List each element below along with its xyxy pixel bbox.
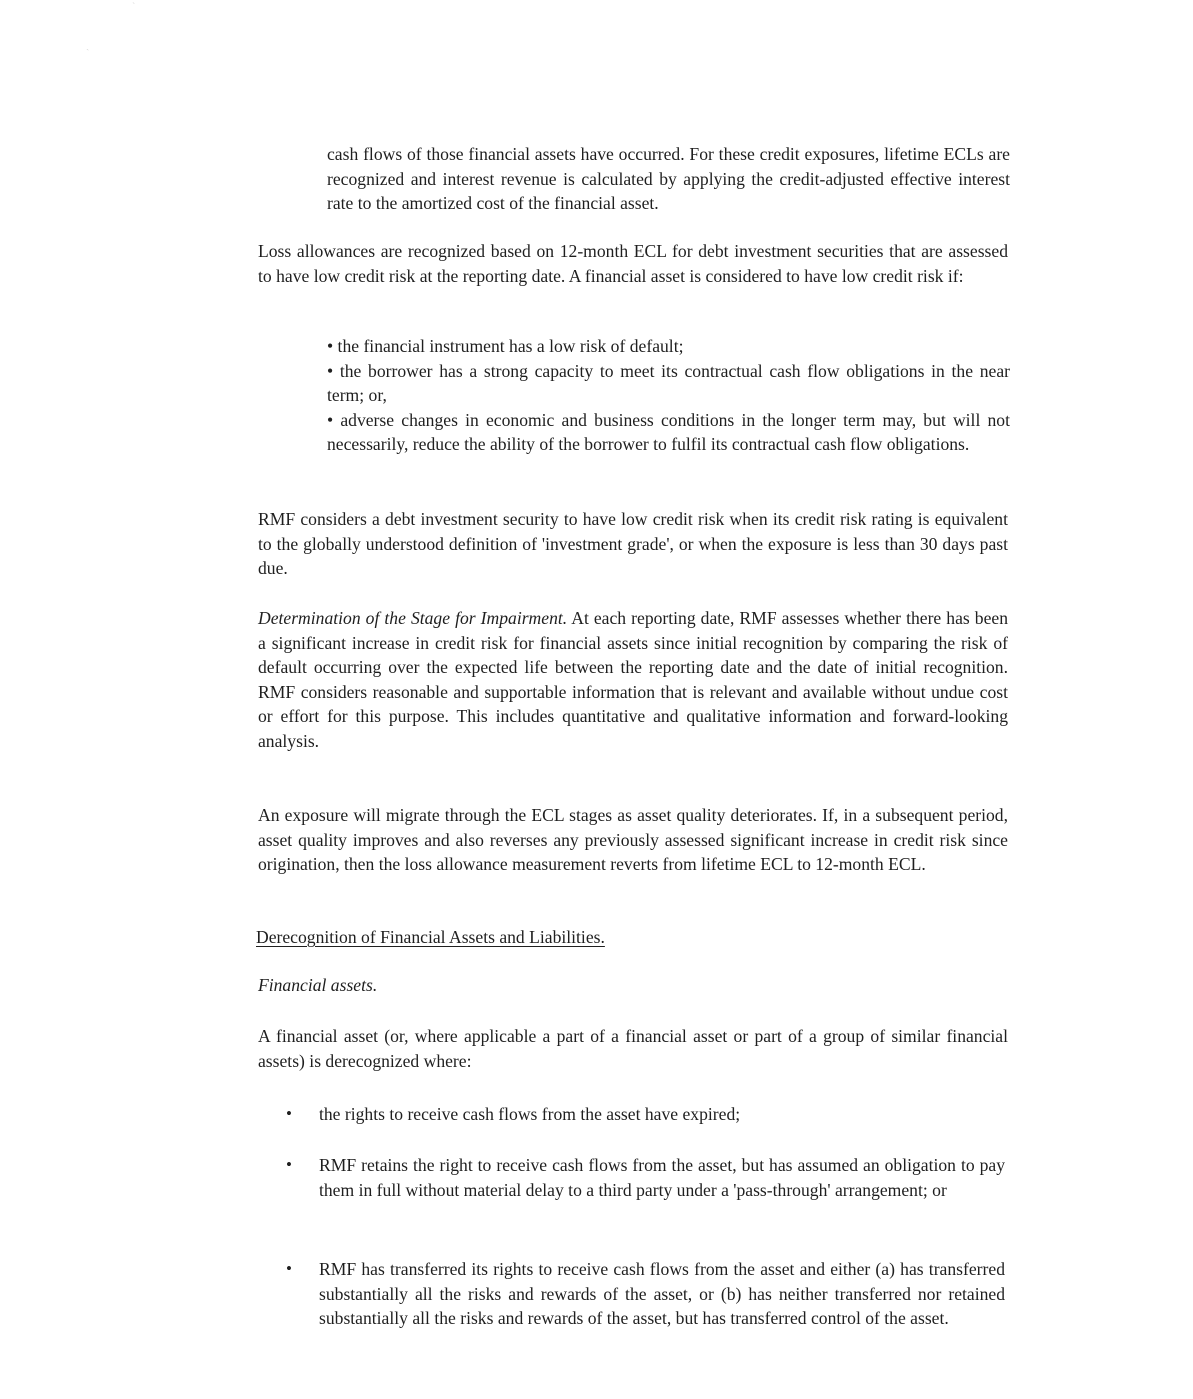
scan-speck: ˋ — [132, 2, 136, 13]
paragraph-rmf-considers: RMF considers a debt investment security to have low credit risk when its credit risk rating is equivalent to the globally understood definition of 'investment grade', or when the exposure is less than 30 days past due. — [258, 509, 1008, 578]
list-item: • the borrower has a strong capacity to meet its contractual cash flow obligations in the near term; or, — [327, 360, 1010, 405]
paragraph-stage-impairment — [258, 606, 1008, 753]
bullet-icon: • — [286, 1155, 292, 1174]
paragraph-exposure: An exposure will migrate through the ECL stages as asset quality deteriorates. If, in a subsequent period, asset quality improves and also reverses any previously assessed significant increase in credit risk since origination, then the loss allowance measurement reverts from lifetime ECL to 12-month ECL. — [258, 805, 1008, 874]
stage-heading: Determination of the Stage for Impairment. — [258, 608, 568, 628]
paragraph-continuation: cash flows of those financial assets have occurred. For these credit exposures, lifetime ECLs are recognized and interest revenue is calculated by applying the credit-adjusted effective interest rate to the amortized cost of the financial asset. — [327, 144, 1010, 213]
bullet-icon: • — [286, 1259, 292, 1278]
low-risk-bullet-list — [327, 334, 1010, 457]
scan-speck: ˏ — [86, 40, 90, 51]
paragraph-loss-allowances: Loss allowances are recognized based on 12-month ECL for debt investment securities that are assessed to have low credit risk at the reporting date. A financial asset is considered to have low credit risk if: — [258, 241, 1008, 286]
list-item: • adverse changes in economic and business conditions in the longer term may, but will not necessarily, reduce the ability of the borrower to fulfil its contractual cash flow obligations. — [327, 409, 1010, 454]
subheading-financial-assets: Financial assets. — [258, 975, 378, 995]
section-heading-derecognition: Derecognition of Financial Assets and Liabilities. — [256, 927, 605, 947]
document-page: ˋ ˏ cash flows of those financial assets have occurred. For these credit exposures, lifetime ECLs are recognized and interest revenue is calculated by applying the credit-adjusted effective interest rate to the amortized cost of the financial asset. Loss allowances are recognized based on 12-month ECL for debt investment securities that are assessed to have low credit risk at the reporting date. A financial asset is considered to have low credit risk if: • the financial instrument has a low risk of default; • the borrower has a strong capacity to meet its contractual cash flow obligations in the near term; or, • adverse changes in economic and business conditions in the longer term may, but will not necessarily, reduce the ability of the borrower to fulfil its contractual cash flow obligations. RMF considers a debt investment security to have low credit risk when its credit risk rating is equivalent to the globally understood definition of 'investment grade', or when the exposure is less than 30 days past due. Determination of the Stage for Impairment. At each reporting date, RMF assesses whether there has been a significant increase in credit risk for financial assets since initial recognition by comparing the risk of default occurring over the expected life between the reporting date and the date of initial recognition. RMF considers reasonable and supportable information that is relevant and available without undue cost or effort for this purpose. This includes quantitative and qualitative information and forward-looking analysis. An exposure will migrate through the ECL stages as asset quality deteriorates. If, in a subsequent period, asset quality improves and also reverses any previously assessed significant increase in credit risk since origination, then the loss allowance measurement reverts from lifetime ECL to 12-month ECL. Derecognition of Financial Assets and Liabilities. Financial assets. A financial asset (or, where applicable a part of a financial asset or part of a group of similar financial assets) is derecognized where: • the rights to receive cash flows from the asset have expired; • RMF retains the right to receive cash flows from the asset, but has assumed an obligation to pay them in full without material delay to a third party under a 'pass-through' arrangement; or • RMF has transferred its rights to receive cash flows from the asset and either (a) has transferred substantially all the risks and rewards of the asset, or (b) has neither transferred nor retained substantially all the risks and rewards of the asset, but has transferred control of the asset. — [86, 2, 1010, 1328]
bullet-icon: • — [286, 1104, 292, 1123]
list-item: • the financial instrument has a low risk of default; — [327, 336, 684, 356]
paragraph-financial-asset: A financial asset (or, where applicable a part of a financial asset or part of a group of similar financial assets) is derecognized where: — [258, 1026, 1008, 1071]
stage-body: At each reporting date, RMF assesses whether there has been a significant increase in credit risk for financial assets since initial recognition by comparing the risk of default occurring over the expected life between the reporting date and the date of initial recognition. RMF considers reasonable and supportable information that is relevant and available without undue cost or effort for this purpose. This includes quantitative and qualitative information and forward-looking analysis. — [258, 608, 1008, 751]
